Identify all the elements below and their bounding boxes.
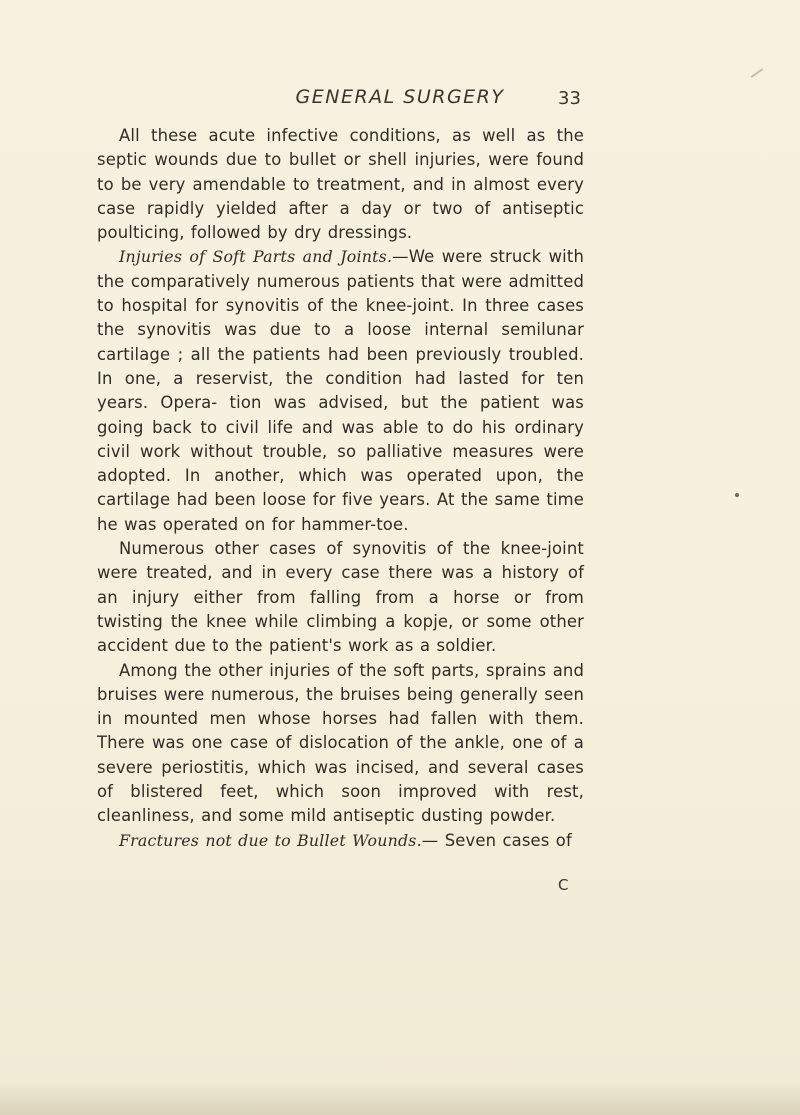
section-heading-soft-parts: Injuries of Soft Parts and Joints. (119, 247, 393, 267)
signature-mark: C (558, 876, 569, 894)
running-title: GENERAL SURGERY (295, 86, 505, 108)
paragraph-acute-infective: All these acute infective conditions, as well as the septic wounds due to bullet or shell injuries, were found to be very amendable to treatment, and in almost every case rapidly yielded after a day or two of antiseptic poulticing, followed by dry dressings. (97, 126, 584, 243)
body-text (97, 124, 584, 853)
paragraph-fractures (97, 829, 584, 853)
page-number: 33 (558, 88, 581, 109)
page-edge-stain (0, 1080, 800, 1115)
paragraph-synovitis: Numerous other cases of synovitis of the knee-joint were treated, and in every case there was a history of an injury either from falling from a horse or from twisting the knee while climbing a kopje, or some other accident due to the patient's work as a soldier. (97, 539, 584, 656)
paragraph-soft-parts-joints (97, 245, 584, 537)
paragraph-sprains-bruises: Among the other injuries of the soft parts, sprains and bruises were numerous, the bruises being generally seen in mounted men whose horses had fallen with them. There was one case of dislocation of the ankle, one of a severe periostitis, which was incised, and several cases of blistered feet, which soon improved with rest, cleanliness, and some mild antiseptic dusting powder. (97, 660, 584, 826)
page-blemish (751, 68, 764, 78)
ink-spot (735, 493, 739, 497)
paragraph-soft-parts-text: —We were struck with the comparatively numerous patients that were admitted to hospital for synovitis of the knee-joint. In three cases the synovitis was due to a loose internal semilunar cartilage ; all the patients had been previously troubled. In one, a reservist, the condition had lasted for ten years. Opera- tion was advised, but the patient was going back to civil life and was able to do his ordinary civil work without trouble, so palliative measures were adopted. In another, which was operated upon, the cartilage had been loose for five years. At the same time he was operated on for hammer-toe. (97, 247, 584, 534)
paragraph-fractures-text: — Seven cases of (421, 830, 572, 850)
section-heading-fractures: Fractures not due to Bullet Wounds. (119, 830, 422, 850)
